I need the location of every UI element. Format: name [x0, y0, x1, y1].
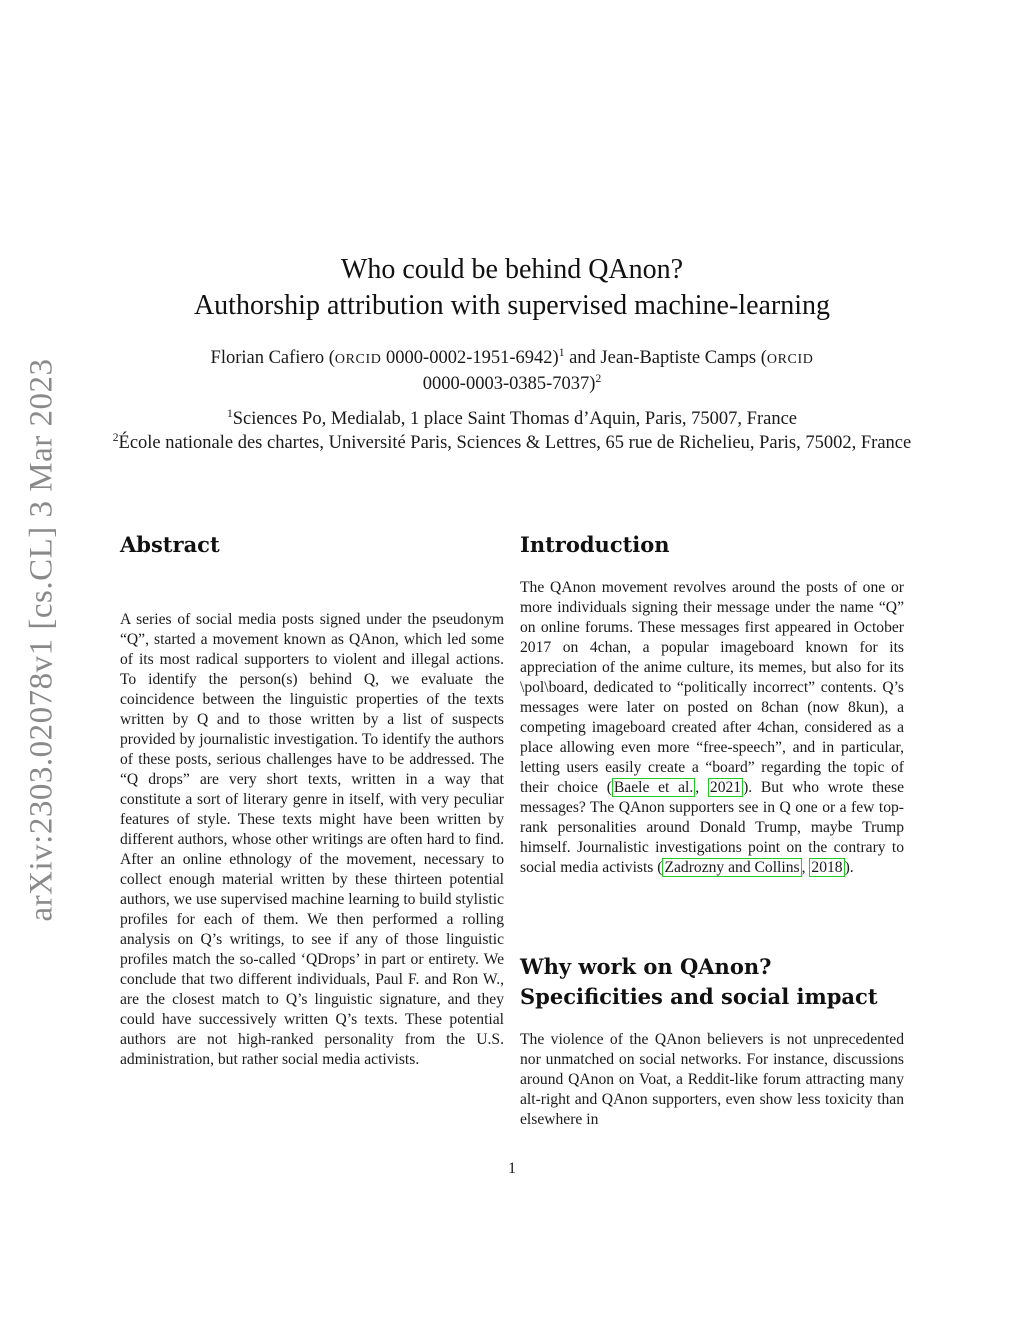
- author-1-name: Florian Cafiero (: [210, 348, 335, 368]
- affiliation-1-sup: 1: [226, 407, 233, 420]
- citation-separator: ,: [695, 779, 708, 796]
- introduction-text: [520, 578, 904, 878]
- citation-link-zadrozny-year[interactable]: 2018: [811, 859, 843, 876]
- introduction-heading: Introduction: [520, 532, 670, 557]
- why-heading: Why work on QAnon? Specificities and social impact: [520, 954, 878, 1009]
- intro-text-part-3: ).: [844, 859, 854, 876]
- affiliation-2-sup: 2: [112, 431, 119, 444]
- citation-link-zadrozny[interactable]: Zadrozny and Collins: [664, 859, 800, 876]
- citation-link-baele-year[interactable]: 2021: [709, 779, 742, 796]
- author-2-orcid: 0000-0003-0385-7037): [422, 374, 596, 394]
- intro-text-part-2: ). But who wrote these messages? The QAnon supporters see in Q one or a few top-rank personalities around Donald Trump, maybe Trump himself. Journalistic investigations point on the contrary to social media activists (: [520, 779, 904, 876]
- arxiv-identifier: arXiv:2303.02078v1 [cs.CL] 3 Mar 2023: [23, 358, 60, 922]
- abstract-section: [120, 530, 504, 560]
- citation-separator-2: ,: [801, 859, 810, 876]
- author-list: [150, 346, 874, 396]
- author-1-affil-sup: 1: [558, 346, 565, 359]
- affiliations: [110, 408, 914, 455]
- title-line-1: Who could be behind QAnon?: [340, 254, 684, 285]
- why-text: The violence of the QAnon believers is not unprecedented nor unmatched on social networks. For instance, discussions around QAnon on Voat, a Reddit-like forum attracting many alt-right and QAnon supporters, even show less toxicity than elsewhere in: [520, 1031, 904, 1128]
- orcid-label-1: ORCID: [334, 352, 382, 367]
- affiliation-1-text: Sciences Po, Medialab, 1 place Saint Thomas d’Aquin, Paris, 75007, France: [232, 409, 798, 429]
- author-1-orcid: 0000-0002-1951-6942): [381, 348, 559, 368]
- paper-title: [0, 252, 1024, 324]
- page-number: 1: [508, 1160, 516, 1177]
- abstract-text: A series of social media posts signed under the pseudonym “Q”, started a movement known as QAnon, which led some of its most radical supporters to violent and illegal actions. To identify the person(s) behind Q, we evaluate the coincidence between the linguistic properties of the texts written by Q and to those written by a list of suspects provided by journalistic investigation. To identify the authors of these posts, serious challenges have to be addressed. The “Q drops” are very short texts, written in a way that constitute a sort of literary genre in itself, with very peculiar features of style. These texts might have been written by different authors, whose other writings are often hard to find. After an online ethnology of the movement, necessary to collect enough material written by these thirteen potential authors, we use supervised machine learning to build stylistic profiles for each of them. We then performed a rolling analysis on Q’s writings, to see if any of those linguistic profiles match the so-called ‘QDrops’ in part or entirety. We conclude that two different individuals, Paul F. and Ron W., are the closest match to Q’s linguistic signature, and they could have successively written Q’s texts. These potential authors are not high-ranked personality from the U.S. administration, but rather social media activists.: [120, 611, 504, 1068]
- author-conjunction: and Jean-Baptiste Camps (: [564, 348, 767, 368]
- title-line-2: Authorship attribution with supervised machine-learning: [193, 290, 831, 321]
- affiliation-1: [110, 408, 914, 432]
- introduction-section: [520, 530, 904, 560]
- affiliation-2: [110, 432, 914, 456]
- abstract-heading: Abstract: [120, 532, 220, 557]
- introduction-body: [520, 578, 904, 878]
- intro-text-part-1: The QAnon movement revolves around the posts of one or more individuals signing their message under the name “Q” on online forums. These messages first appeared in October 2017 on 4chan, a popular imageboard known for its appreciation of the anime culture, its memes, but also for its \pol\board, dedicated to “politically incorrect” contents. Q’s messages were later on posted on 8chan (now 8kun), a competing imageboard created after 4chan, considered as a place allowing even more “free-speech”, and in particular, letting users easily create a “board” regarding the topic of their choice (: [520, 579, 904, 796]
- why-body: [520, 1030, 904, 1130]
- why-section: [520, 952, 904, 1012]
- orcid-label-2: ORCID: [766, 352, 814, 367]
- affiliation-2-text: École nationale des chartes, Université Paris, Sciences & Lettres, 65 rue de Richelieu, Paris, 75002, France: [118, 432, 912, 453]
- abstract-body: [120, 610, 504, 1070]
- citation-link-baele[interactable]: Baele et al.: [613, 779, 694, 796]
- author-2-affil-sup: 2: [595, 372, 602, 385]
